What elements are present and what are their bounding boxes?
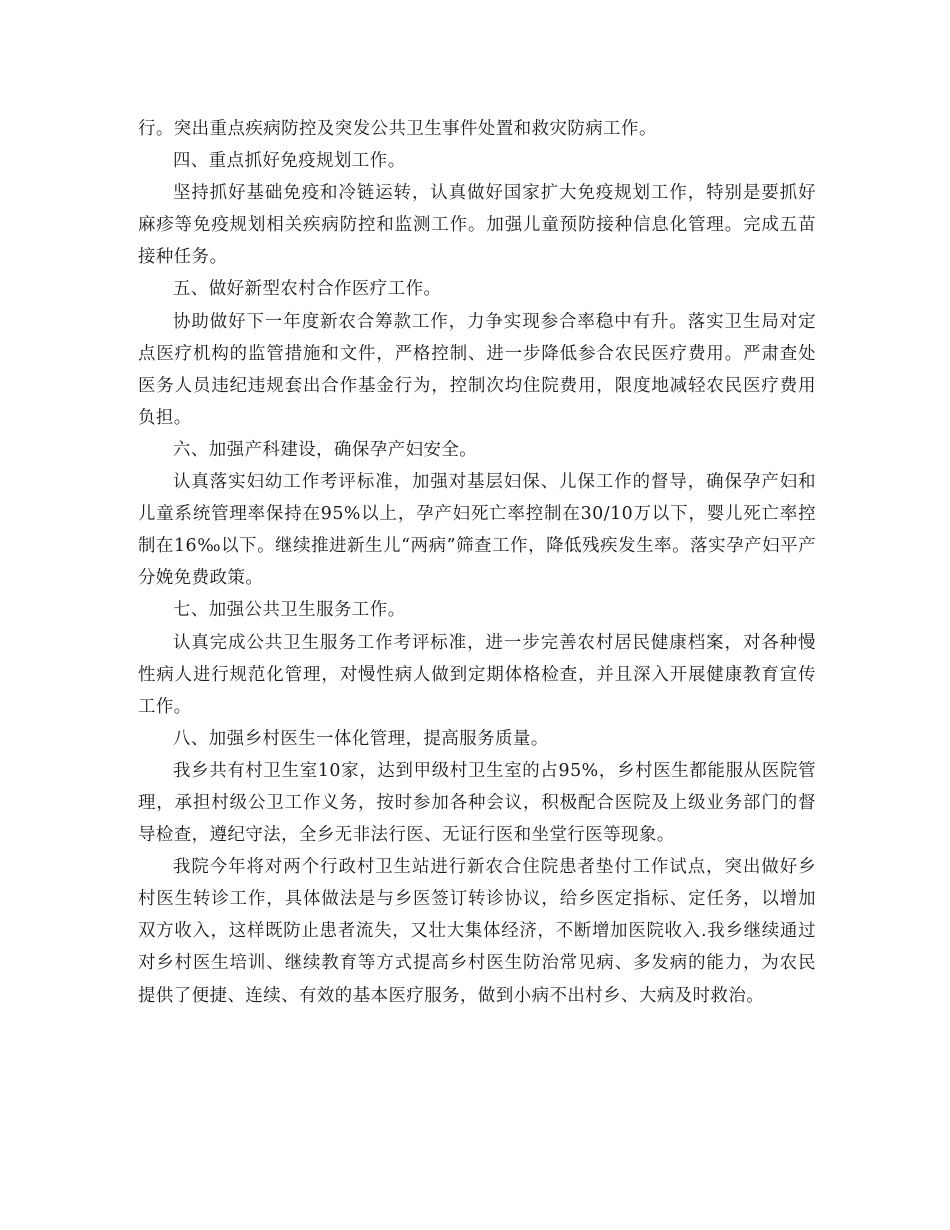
- paragraph-cooperative-medical: 协助做好下一年度新农合筹款工作，力争实现参合率稳中有升。落实卫生局对定点医疗机构的监管措施和文件，严格控制、进一步降低参合农民医疗费用。严肃查处医务人员违纪违规套出合作基金行为，控制次均住院费用，限度地减轻农民医疗费用负担。: [138, 311, 816, 428]
- section-heading-8: 八、加强乡村医生一体化管理，提高服务质量。: [173, 728, 549, 749]
- section-heading-6: 六、加强产科建设，确保孕产妇安全。: [173, 439, 478, 460]
- section-heading-4: 四、重点抓好免疫规划工作。: [173, 151, 406, 172]
- paragraph-continuation: 行。突出重点疾病防控及突发公共卫生事件处置和救灾防病工作。: [138, 119, 657, 139]
- paragraph-village-clinics: 我乡共有村卫生室10家，达到甲级村卫生室的占95%，乡村医生都能服从医院管理，承担村级公卫工作义务，按时参加各种会议，积极配合医院及上级业务部门的督导检查，遵纪守法，全乡无非法行医、无证行医和坐堂行医等现象。: [138, 760, 816, 846]
- paragraph-immunization: 坚持抓好基础免疫和冷链运转，认真做好国家扩大免疫规划工作，特别是要抓好麻疹等免疫规划相关疾病防控和监测工作。加强儿童预防接种信息化管理。完成五苗接种任务。: [138, 183, 816, 268]
- section-heading-5: 五、做好新型农村合作医疗工作。: [173, 279, 442, 300]
- paragraph-maternal-safety: 认真落实妇幼工作考评标准，加强对基层妇保、儿保工作的督导，确保孕产妇和儿童系统管理率保持在95%以上，孕产妇死亡率控制在30/10万以下，婴儿死亡率控制在16‰以下。继续推进新生儿“两病”筛查工作，降低残疾发生率。落实孕产妇平产分娩免费政策。: [138, 472, 816, 589]
- paragraph-pilot-program: 我院今年将对两个行政村卫生站进行新农合住院患者垫付工作试点，突出做好乡村医生转诊工作，具体做法是与乡医签订转诊协议，给乡医定指标、定任务，以增加双方收入，这样既防止患者流失，又壮大集体经济，不断增加医院收入.我乡继续通过对乡村医生培训、继续教育等方式提高乡村医生防治常见病、多发病的能力，为农民提供了便捷、连续、有效的基本医疗服务，做到小病不出村乡、大病及时救治。: [138, 857, 816, 1006]
- document-body: [138, 113, 816, 1012]
- paragraph-public-health: 认真完成公共卫生服务工作考评标准，进一步完善农村居民健康档案，对各种慢性病人进行规范化管理，对慢性病人做到定期体格检查，并且深入开展健康教育宣传工作。: [138, 632, 816, 717]
- section-heading-7: 七、加强公共卫生服务工作。: [173, 600, 406, 621]
